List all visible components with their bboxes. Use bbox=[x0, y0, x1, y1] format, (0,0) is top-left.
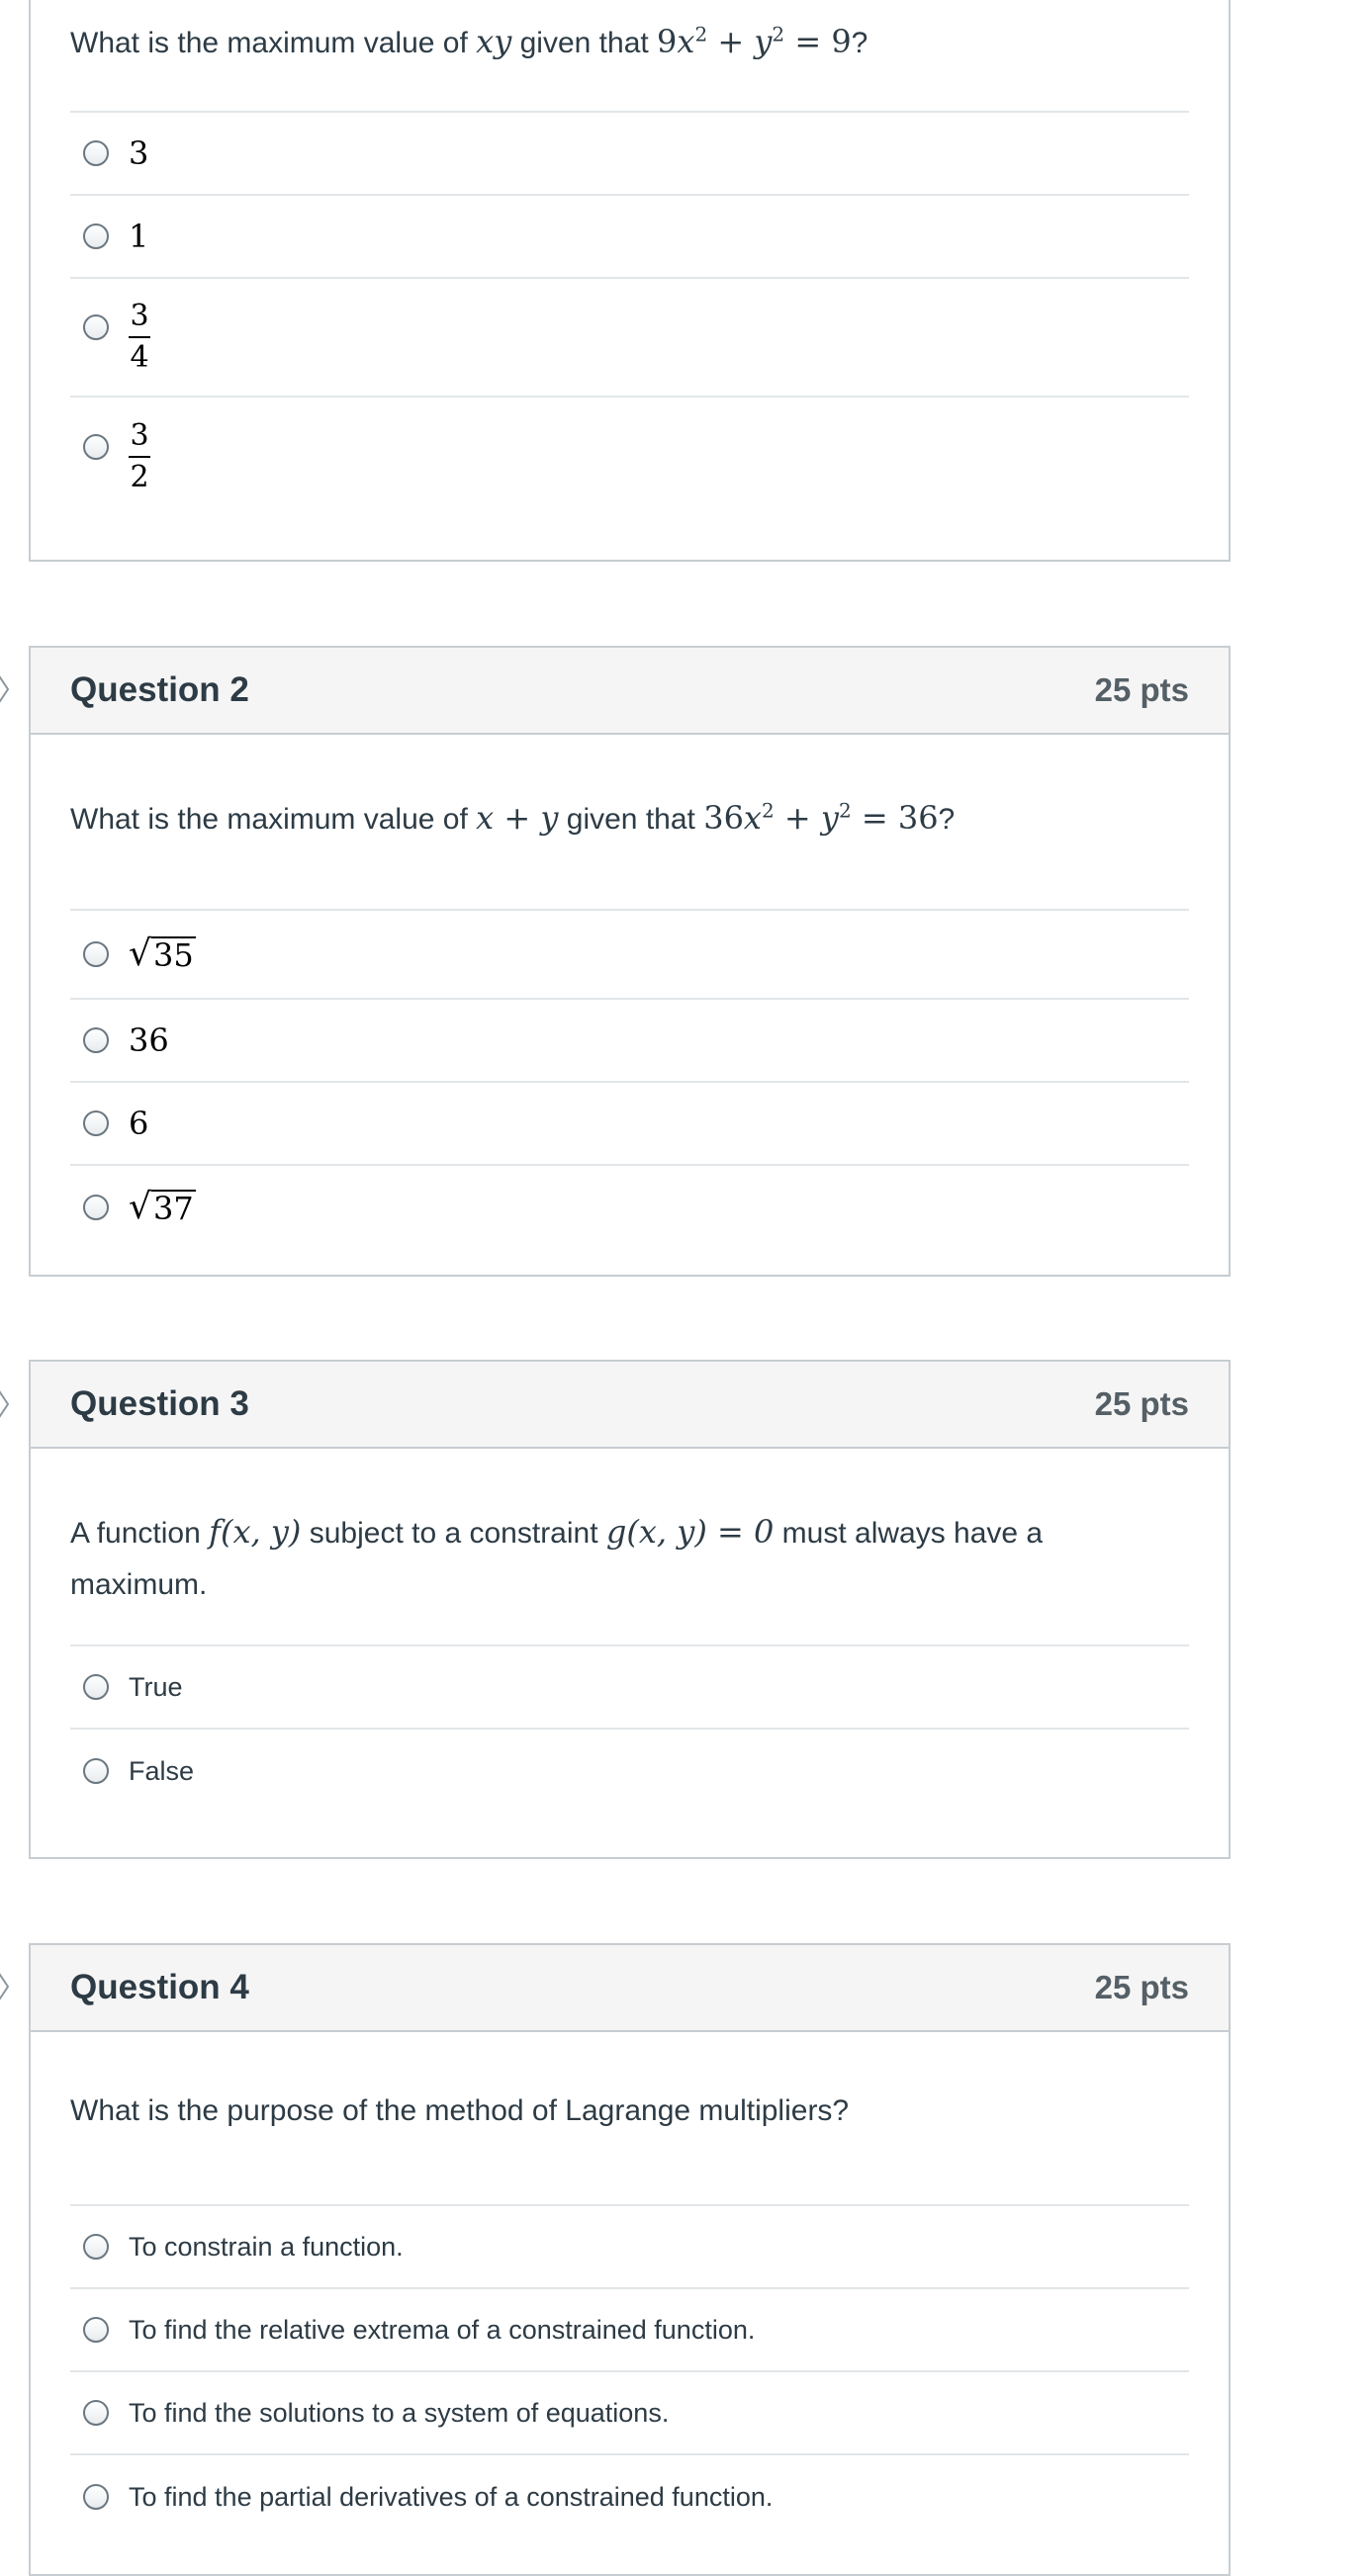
square-root: √ 35 bbox=[129, 933, 194, 974]
question-2-card bbox=[29, 646, 1231, 1277]
question-points: 25 pts bbox=[1094, 1969, 1189, 2005]
radio-button[interactable] bbox=[83, 2234, 109, 2260]
radio-button[interactable] bbox=[83, 2484, 109, 2510]
answer-option[interactable]: 3 bbox=[70, 113, 1189, 196]
radio-button[interactable] bbox=[83, 140, 109, 166]
fraction: $\frac{3}{4}$ bbox=[130, 299, 149, 375]
question-1-text: What is the maximum value of xy given that $9x^2 + y^2 = 9$? bbox=[70, 22, 868, 60]
answer-option[interactable]: False bbox=[70, 1730, 1189, 1813]
radio-button[interactable] bbox=[83, 223, 109, 249]
answer-option[interactable]: 1 bbox=[70, 196, 1189, 279]
question-4-text: What is the purpose of the method of Lagrange multipliers? bbox=[70, 2094, 850, 2127]
answer-option[interactable]: 36 bbox=[70, 1000, 1189, 1083]
answer-option[interactable] bbox=[70, 279, 1189, 398]
radio-button[interactable] bbox=[83, 1110, 109, 1136]
question-3-header bbox=[31, 1362, 1229, 1449]
radio-button[interactable] bbox=[83, 1758, 109, 1784]
question-2-header bbox=[31, 648, 1229, 735]
question-3-text: A function f(x, y) subject to a constraint g(x, y) = 0 must always have a maximum. bbox=[70, 1513, 1044, 1601]
question-3-answers bbox=[70, 1644, 1189, 1813]
answer-option[interactable] bbox=[70, 1166, 1189, 1249]
square-root: √ 37 bbox=[129, 1187, 194, 1227]
question-title: Question 3 bbox=[70, 1384, 249, 1423]
radio-button[interactable] bbox=[83, 1195, 109, 1220]
chevron-right-icon[interactable] bbox=[0, 1387, 12, 1421]
answer-option[interactable] bbox=[70, 398, 1189, 516]
radio-button[interactable] bbox=[83, 314, 109, 340]
question-4-answers bbox=[70, 2204, 1189, 2538]
chevron-right-icon[interactable] bbox=[0, 1970, 12, 2003]
radio-button[interactable] bbox=[83, 2317, 109, 2343]
radio-button[interactable] bbox=[83, 1674, 109, 1700]
question-2-text: What is the maximum value of x + y given that $36x^2 + y^2 = 36$? bbox=[70, 798, 956, 837]
radio-button[interactable] bbox=[83, 1027, 109, 1053]
answer-option[interactable]: To constrain a function. bbox=[70, 2206, 1189, 2289]
answer-option[interactable]: To find the partial derivatives of a constrained function. bbox=[70, 2455, 1189, 2538]
chevron-right-icon[interactable] bbox=[0, 672, 12, 706]
fraction: $\frac{3}{2}$ bbox=[130, 418, 149, 494]
question-title: Question 2 bbox=[70, 670, 249, 709]
question-1-card bbox=[29, 0, 1231, 562]
answer-option[interactable]: To find the relative extrema of a constrained function. bbox=[70, 2289, 1189, 2372]
question-title: Question 4 bbox=[70, 1968, 249, 2006]
question-points: 25 pts bbox=[1094, 1385, 1189, 1422]
answer-option[interactable]: 6 bbox=[70, 1083, 1189, 1166]
answer-option[interactable]: To find the solutions to a system of equations. bbox=[70, 2372, 1189, 2455]
question-3-card bbox=[29, 1360, 1231, 1859]
question-4-header bbox=[31, 1945, 1229, 2032]
radio-button[interactable] bbox=[83, 434, 109, 460]
radio-button[interactable] bbox=[83, 2400, 109, 2426]
answer-option[interactable] bbox=[70, 911, 1189, 1000]
question-2-answers bbox=[70, 909, 1189, 1249]
answer-option[interactable]: True bbox=[70, 1646, 1189, 1730]
radio-button[interactable] bbox=[83, 941, 109, 967]
question-1-answers bbox=[70, 111, 1189, 516]
question-points: 25 pts bbox=[1094, 671, 1189, 708]
question-4-card bbox=[29, 1943, 1231, 2576]
